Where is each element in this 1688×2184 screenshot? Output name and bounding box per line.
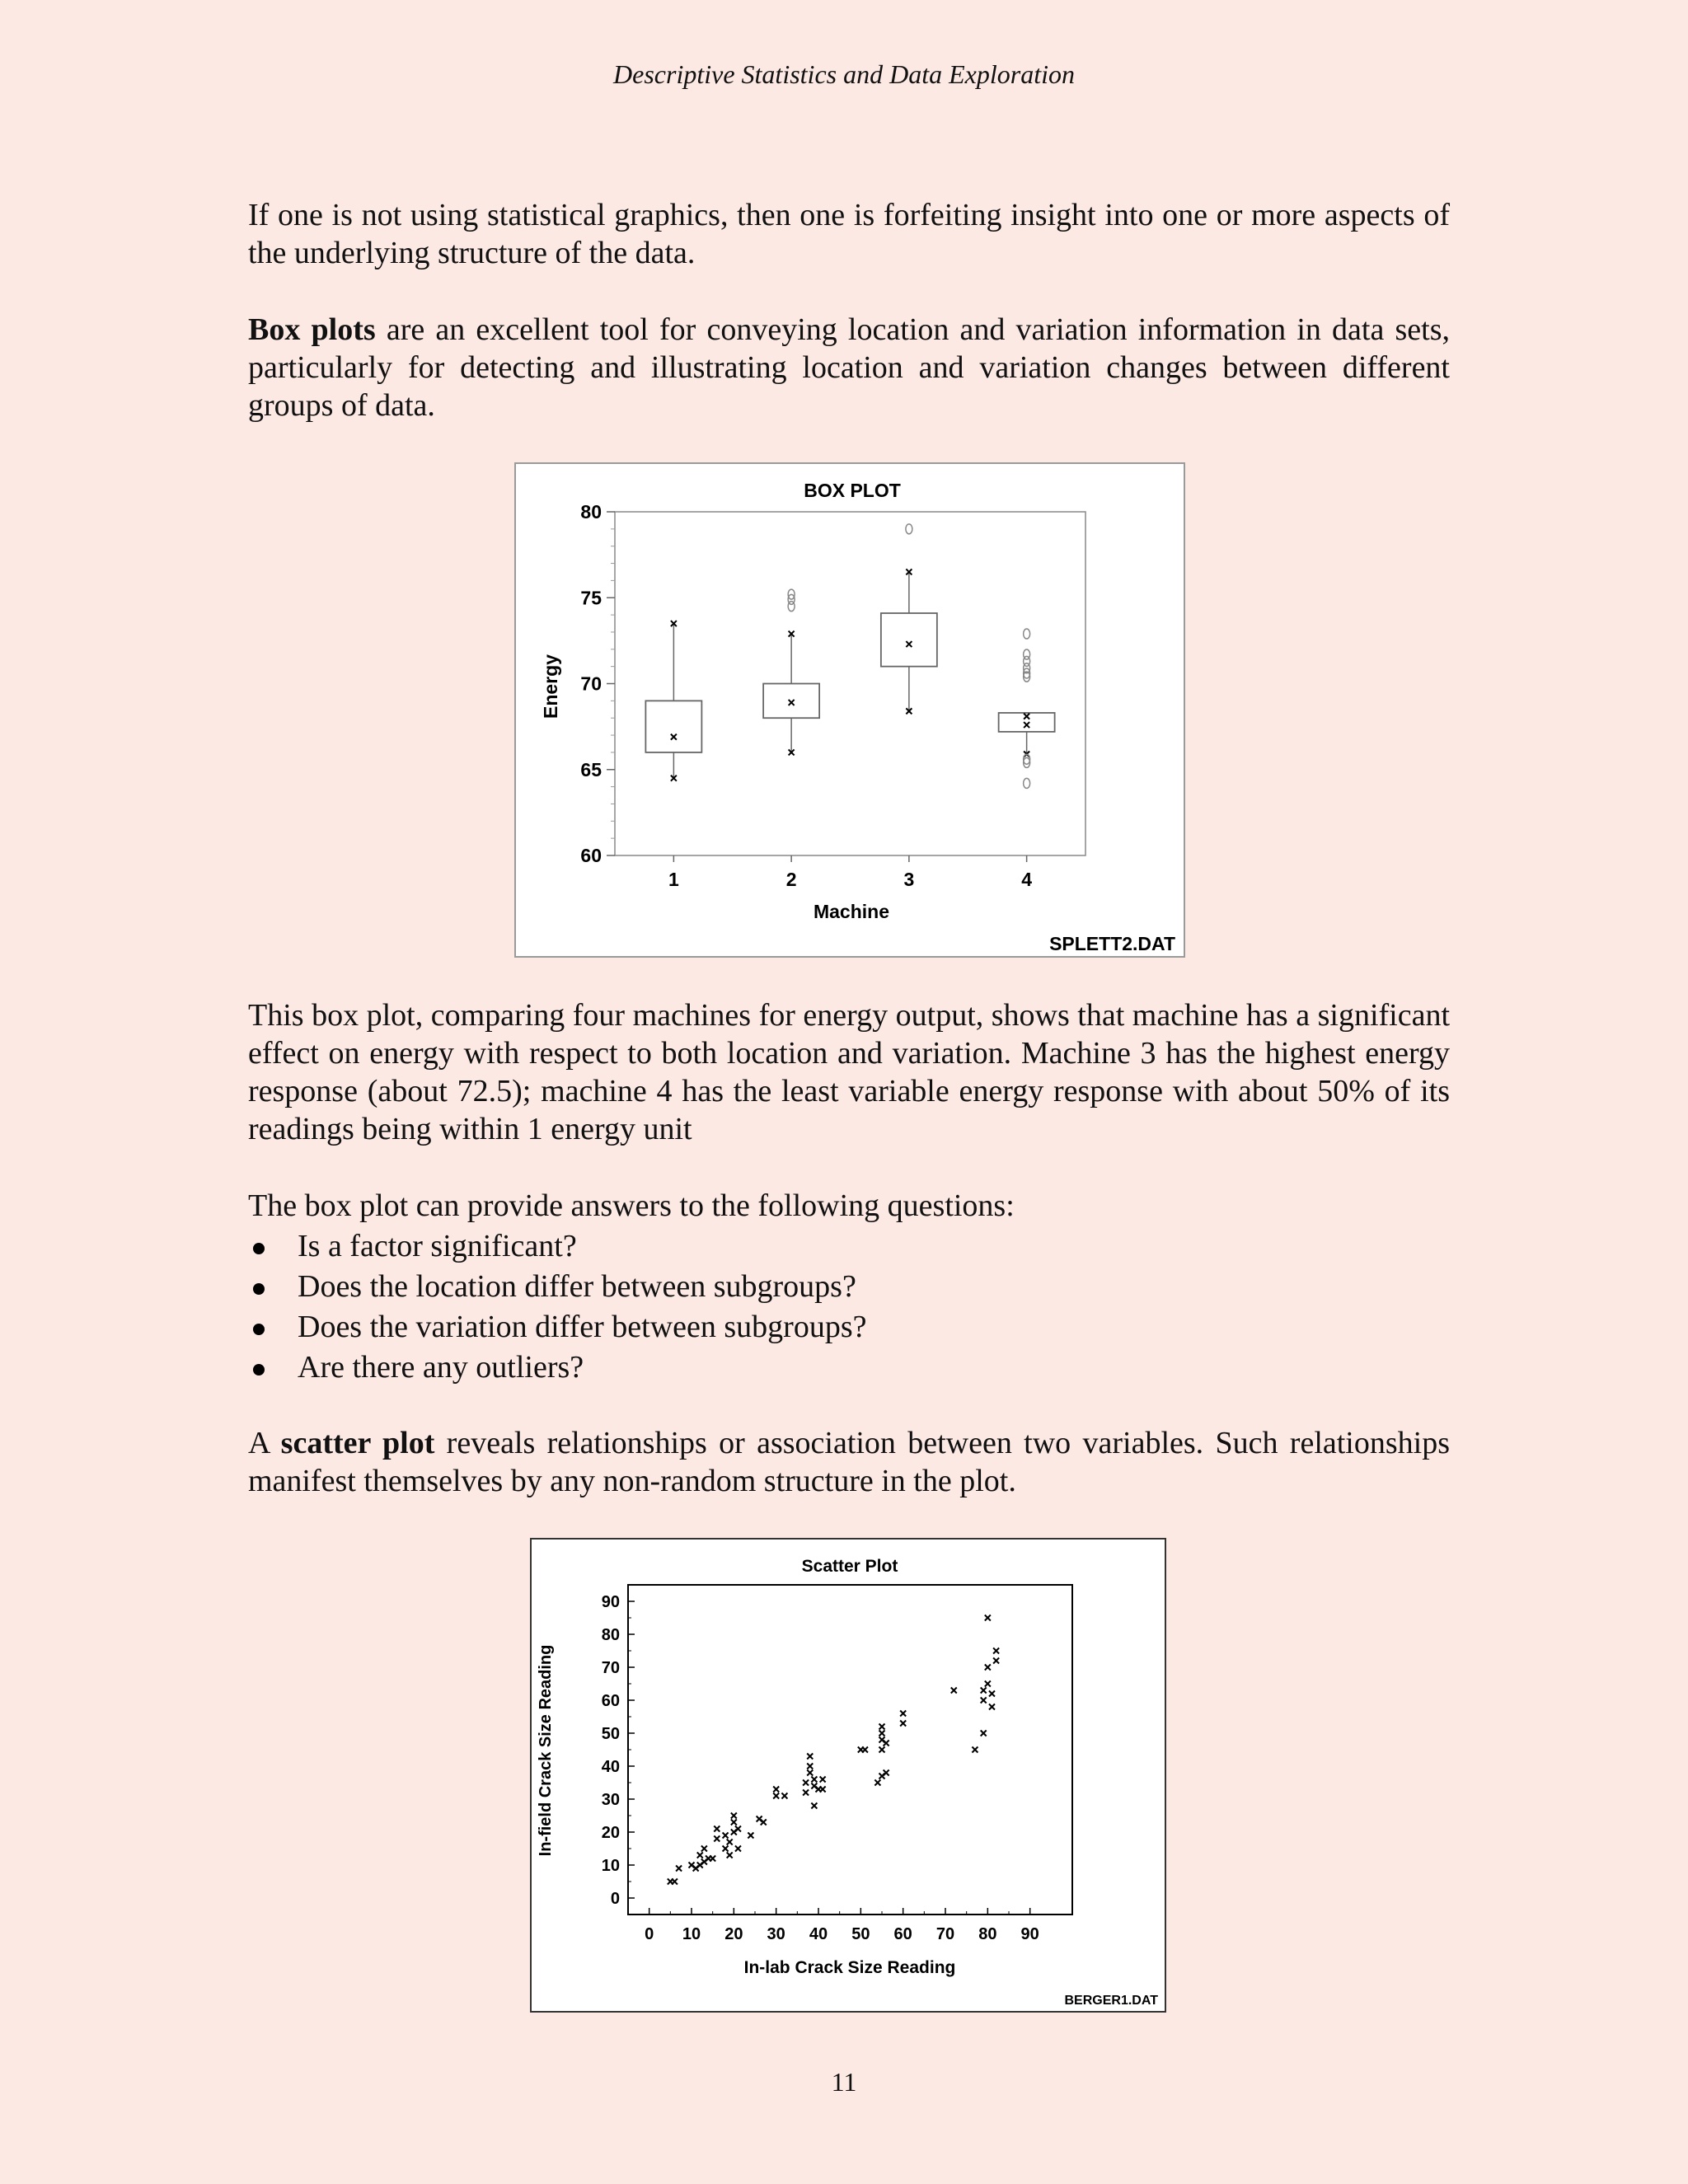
x-tick-label: 50 (851, 1925, 870, 1943)
scatter-point (879, 1747, 885, 1753)
scatter-point (900, 1711, 906, 1717)
scatter-point (820, 1777, 826, 1783)
scatter-point (981, 1698, 987, 1704)
box-plot-paragraph (248, 311, 1450, 424)
scatter-point (993, 1648, 999, 1654)
scatter-point (748, 1833, 753, 1839)
y-tick-label: 80 (580, 501, 602, 523)
scatter-point (811, 1803, 817, 1809)
running-header: Descriptive Statistics and Data Exploration (613, 59, 1075, 89)
scatter-point (710, 1856, 715, 1862)
box-body (645, 701, 701, 752)
x-tick-label: 80 (978, 1925, 997, 1943)
scatter-point (727, 1853, 733, 1858)
box-plot-interpretation-paragraph: This box plot, comparing four machines for energy output, shows that machine has a significant effect on energy with respect to both location and variation. Machine 3 has the highest energy response (about 72.5); machine 4 has the least variable energy response with about 50% of its readings being within 1 energy unit (248, 998, 1450, 1146)
list-item (248, 1267, 1450, 1307)
scatter-plot-figure (530, 1538, 1166, 2013)
scatter-point (985, 1615, 991, 1621)
list-item (248, 1347, 1450, 1388)
box-plot-y-axis-label: Energy (540, 654, 561, 719)
box-plot-title: BOX PLOT (804, 480, 901, 501)
x-tick-label: 90 (1020, 1925, 1039, 1943)
scatter-point (820, 1787, 826, 1793)
scatter-point (989, 1691, 995, 1697)
scatter-point (874, 1780, 880, 1786)
scatter-point (807, 1770, 813, 1776)
scatter-point (862, 1747, 868, 1753)
y-tick-label: 75 (580, 587, 602, 609)
scatter-point (773, 1787, 779, 1793)
x-tick-label: 2 (785, 869, 797, 890)
scatter-point (807, 1754, 813, 1760)
bullet-icon (253, 1283, 265, 1295)
box-plots-term: Box plots (248, 312, 376, 347)
y-tick-label: 65 (580, 758, 602, 780)
scatter-point (701, 1846, 707, 1852)
bullet-icon (253, 1324, 265, 1335)
scatter-point (723, 1833, 729, 1839)
box-plot-figure (514, 462, 1185, 958)
box-body (881, 613, 937, 667)
x-tick-label: 60 (893, 1925, 912, 1943)
scatter-point (676, 1866, 682, 1872)
y-tick-label: 40 (601, 1758, 620, 1776)
page-number: 11 (831, 2067, 857, 2097)
box-plot-source-label: SPLETT2.DAT (1049, 933, 1175, 954)
y-tick-label: 30 (601, 1791, 620, 1809)
scatter-plot-source-label: BERGER1.DAT (1064, 1994, 1158, 2008)
question-text: Does the location differ between subgroups? (298, 1269, 856, 1304)
scatter-plot-term: scatter plot (280, 1426, 435, 1460)
x-tick-label: 70 (935, 1925, 955, 1943)
y-tick-label: 50 (601, 1725, 620, 1743)
scatter-point (672, 1879, 678, 1885)
box-outlier (1024, 629, 1030, 639)
x-tick-label: 40 (809, 1925, 828, 1943)
box-outlier (1024, 649, 1030, 659)
scatter-point (714, 1826, 720, 1832)
list-item (248, 1307, 1450, 1347)
scatter-plot-title: Scatter Plot (801, 1557, 898, 1576)
scatter-point (773, 1793, 779, 1799)
scatter-point (714, 1836, 720, 1842)
bullet-icon (253, 1243, 265, 1254)
y-tick-label: 90 (601, 1593, 620, 1611)
question-text: Is a factor significant? (298, 1229, 577, 1263)
question-text: Are there any outliers? (298, 1350, 584, 1385)
y-tick-label: 80 (601, 1626, 620, 1644)
x-tick-label: 1 (668, 869, 679, 890)
scatter-plot-description: reveals relationships or association between two variables. Such relationships manifest themselves by any non-random structure in the plot. (248, 1426, 1450, 1498)
questions-intro: The box plot can provide answers to the following questions: (248, 1188, 1015, 1223)
x-tick-label: 4 (1021, 869, 1033, 890)
scatter-point (803, 1790, 809, 1796)
scatter-point (731, 1820, 737, 1825)
x-tick-label: 10 (682, 1925, 701, 1943)
scatter-plot-paragraph (248, 1424, 1450, 1500)
y-tick-label: 0 (610, 1890, 620, 1908)
scatter-point (879, 1724, 885, 1730)
scatter-point (879, 1731, 885, 1736)
questions-list (248, 1226, 1450, 1388)
y-tick-label: 20 (601, 1824, 620, 1842)
scatter-point (981, 1731, 987, 1736)
scatter-point (811, 1777, 817, 1783)
scatter-point (807, 1764, 813, 1769)
box-plot-frame (615, 512, 1085, 855)
box-plot-chart (516, 464, 1184, 956)
scatter-point (697, 1853, 703, 1858)
scatter-point (900, 1721, 906, 1727)
y-tick-label: 10 (601, 1857, 620, 1875)
bullet-icon (253, 1364, 265, 1376)
scatter-point (993, 1658, 999, 1664)
scatter-point (985, 1665, 991, 1671)
scatter-plot-chart (532, 1540, 1165, 2011)
box-body (763, 684, 819, 719)
box-plots-description: are an excellent tool for conveying location and variation information in data sets, particularly for detecting and illustrating location and variation changes between different groups of data. (248, 312, 1450, 423)
question-text: Does the variation differ between subgroups? (298, 1310, 867, 1344)
box-outlier (906, 524, 912, 534)
scatter-point (727, 1840, 733, 1845)
scatter-prefix: A (248, 1426, 281, 1460)
scatter-point (981, 1688, 987, 1694)
box-plot-x-axis-label: Machine (813, 901, 890, 922)
scatter-point (989, 1704, 995, 1710)
x-tick-label: 0 (645, 1925, 654, 1943)
list-item (248, 1226, 1450, 1267)
y-tick-label: 60 (580, 845, 602, 866)
scatter-plot-frame (628, 1585, 1072, 1915)
scatter-point (735, 1846, 741, 1852)
scatter-point (985, 1681, 991, 1687)
scatter-point (972, 1747, 978, 1753)
scatter-point (951, 1688, 957, 1694)
scatter-point (781, 1793, 787, 1799)
x-tick-label: 30 (767, 1925, 785, 1943)
scatter-plot-x-axis-label: In-lab Crack Size Reading (743, 1958, 956, 1977)
scatter-plot-y-axis-label: In-field Crack Size Reading (537, 1644, 555, 1857)
box-outlier (1024, 778, 1030, 788)
scatter-point (731, 1813, 737, 1819)
y-tick-label: 60 (601, 1692, 620, 1710)
y-tick-label: 70 (601, 1659, 620, 1677)
x-tick-label: 3 (903, 869, 915, 890)
x-tick-label: 20 (724, 1925, 743, 1943)
y-tick-label: 70 (580, 673, 602, 695)
scatter-point (803, 1780, 809, 1786)
scatter-point (723, 1846, 729, 1852)
intro-paragraph: If one is not using statistical graphics, then one is forfeiting insight into one or more aspects of the underlying structure of the data. (248, 198, 1450, 270)
